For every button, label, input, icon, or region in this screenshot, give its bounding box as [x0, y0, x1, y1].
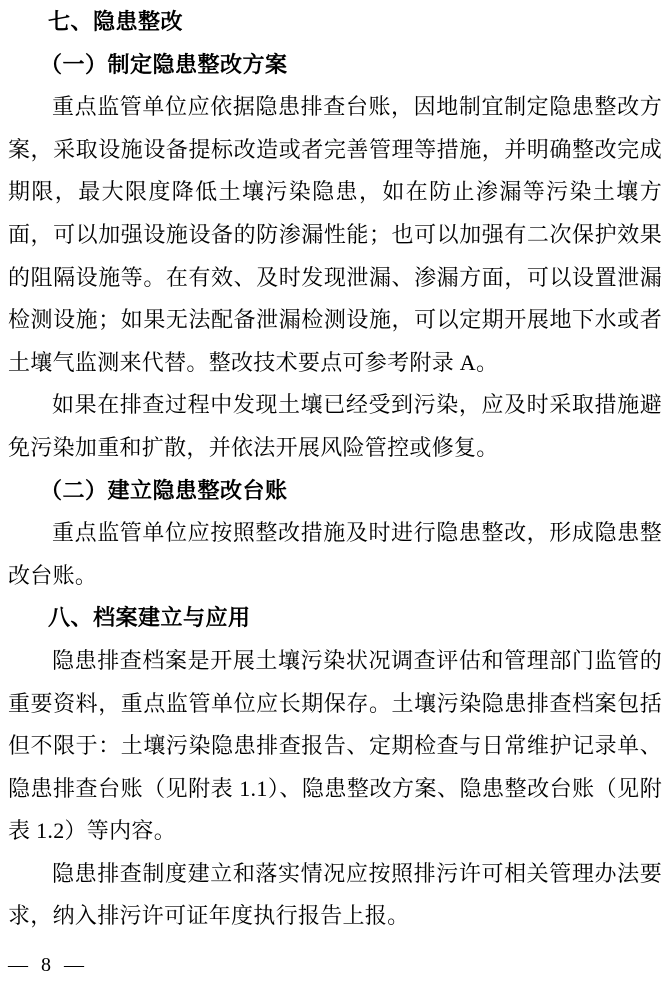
body-paragraph-rectification-ledger: 重点监管单位应按照整改措施及时进行隐患整改，形成隐患整改台账。: [8, 520, 662, 588]
section-heading-7: 七、隐患整改: [48, 9, 184, 34]
section-heading-8: 八、档案建立与应用: [48, 605, 251, 631]
body-paragraph-rectification-plan: 重点监管单位应依据隐患排查台账，因地制宜制定隐患整改方案，采取设施设备提标改造或者完善管理等措施，并明确整改完成期限，最大限度降低土壤污染隐患，如在防止渗漏等污染土壤方面，可以加强设施设备的防渗漏性能；也可以加强有二次保护效果的阻隔设施等。在有效、及时发现泄漏、渗漏方面，可以设置泄漏检测设施；如果无法配备泄漏检测设施，可以定期开展地下水或者土壤气监测来代替。整改技术要点可参考附录 A。: [8, 94, 662, 375]
body-paragraph-archive-contents: 隐患排查档案是开展土壤污染状况调查评估和管理部门监管的重要资料，重点监管单位应长期保存。土壤污染隐患排查档案包括但不限于：土壤污染隐患排查报告、定期检查与日常维护记录单、隐患排查台账（见附表 1.1）、隐患整改方案、隐患整改台账（见附表 1.2）等内容。: [8, 647, 662, 844]
subsection-heading-7-2: （二）建立隐患整改台账: [40, 477, 288, 503]
page-number: — 8 —: [8, 954, 84, 976]
body-paragraph-pollution-found: 如果在排查过程中发现土壤已经受到污染，应及时采取措施避免污染加重和扩散，并依法开展风险管控或修复。: [8, 392, 662, 460]
body-paragraph-permit-reporting: 隐患排查制度建立和落实情况应按照排污许可相关管理办法要求，纳入排污许可证年度执行报告上报。: [8, 860, 662, 929]
subsection-heading-7-1: （一）制定隐患整改方案: [40, 51, 288, 77]
